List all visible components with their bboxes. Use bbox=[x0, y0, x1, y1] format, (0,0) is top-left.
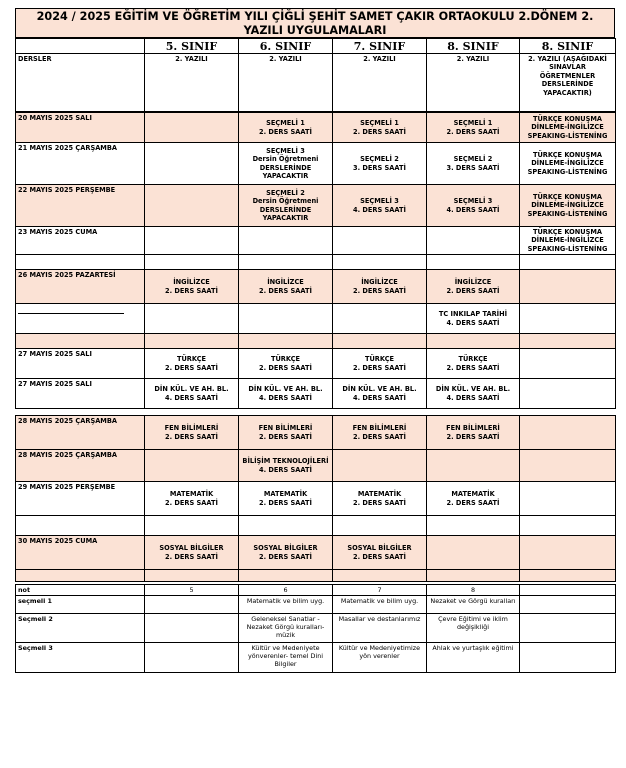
exam-cell bbox=[427, 536, 520, 570]
notes-header-cell: 7 bbox=[333, 585, 427, 596]
gap-cell bbox=[333, 516, 427, 536]
exam-cell: TÜRKÇE KONUŞMA DİNLEME-İNGİLİZCE SPEAKING-LİSTENİNG bbox=[520, 227, 616, 255]
date-cell: 30 MAYIS 2025 CUMA bbox=[16, 536, 145, 570]
notes-cell bbox=[520, 643, 616, 673]
exam-cell: İNGİLİZCE 2. DERS SAATİ bbox=[333, 270, 427, 304]
title-line-2: YAZILI UYGULAMALARI bbox=[243, 24, 387, 37]
notes-header-label: not bbox=[16, 585, 145, 596]
gap-cell bbox=[427, 334, 520, 349]
notes-cell: Kültür ve Medeniyetimize yön verenler bbox=[333, 643, 427, 673]
gap-cell bbox=[145, 334, 239, 349]
gap-row bbox=[16, 570, 616, 582]
exam-cell bbox=[145, 450, 239, 482]
date-cell: 29 MAYIS 2025 PERŞEMBE bbox=[16, 482, 145, 516]
exam-cell bbox=[145, 113, 239, 143]
gap-cell bbox=[145, 570, 239, 582]
schedule-row bbox=[16, 349, 616, 379]
exam-cell: SEÇMELİ 2 3. DERS SAATİ bbox=[427, 143, 520, 185]
dersler-row bbox=[16, 54, 616, 112]
exam-cell: SEÇMELİ 3 4. DERS SAATİ bbox=[333, 185, 427, 227]
schedule-row bbox=[16, 185, 616, 227]
column-header: 5. SINIF bbox=[145, 39, 239, 54]
date-cell bbox=[16, 304, 145, 334]
exam-cell bbox=[520, 349, 616, 379]
exam-cell: İNGİLİZCE 2. DERS SAATİ bbox=[427, 270, 520, 304]
schedule-row bbox=[16, 450, 616, 482]
exam-cell bbox=[145, 227, 239, 255]
date-cell: 22 MAYIS 2025 PERŞEMBE bbox=[16, 185, 145, 227]
notes-header-cell bbox=[520, 585, 616, 596]
exam-cell: TÜRKÇE KONUŞMA DİNLEME-İNGİLİZCE SPEAKING-LİSTENİNG bbox=[520, 113, 616, 143]
dersler-cell: 2. YAZILI bbox=[239, 54, 333, 112]
exam-cell: MATEMATİK 2. DERS SAATİ bbox=[145, 482, 239, 516]
notes-header-cell: 6 bbox=[239, 585, 333, 596]
exam-schedule-sheet bbox=[15, 8, 615, 673]
exam-cell: SOSYAL BİLGİLER 2. DERS SAATİ bbox=[333, 536, 427, 570]
gap-cell bbox=[239, 516, 333, 536]
exam-cell bbox=[145, 304, 239, 334]
exam-cell bbox=[239, 227, 333, 255]
exam-cell: SEÇMELİ 1 2. DERS SAATİ bbox=[427, 113, 520, 143]
exam-cell: FEN BİLİMLERİ 2. DERS SAATİ bbox=[427, 416, 520, 450]
exam-cell bbox=[520, 482, 616, 516]
schedule-row bbox=[16, 482, 616, 516]
exam-cell: TÜRKÇE 2. DERS SAATİ bbox=[427, 349, 520, 379]
exam-cell bbox=[520, 379, 616, 409]
exam-cell: SEÇMELİ 1 2. DERS SAATİ bbox=[333, 113, 427, 143]
exam-cell bbox=[427, 450, 520, 482]
exam-cell: TÜRKÇE KONUŞMA DİNLEME-İNGİLİZCE SPEAKING-LİSTENİNG bbox=[520, 143, 616, 185]
gap-cell bbox=[427, 516, 520, 536]
notes-header-row bbox=[16, 585, 616, 596]
exam-cell bbox=[145, 185, 239, 227]
column-header: 8. SINIF bbox=[427, 39, 520, 54]
gap-cell bbox=[427, 570, 520, 582]
notes-row bbox=[16, 643, 616, 673]
notes-cell: Masallar ve destanlarımız bbox=[333, 614, 427, 643]
gap-cell bbox=[239, 334, 333, 349]
schedule-row bbox=[16, 270, 616, 304]
exam-cell: SOSYAL BİLGİLER 2. DERS SAATİ bbox=[145, 536, 239, 570]
notes-label: Seçmeli 3 bbox=[16, 643, 145, 673]
notes-label: Seçmeli 2 bbox=[16, 614, 145, 643]
notes-cell bbox=[145, 614, 239, 643]
schedule-row bbox=[16, 113, 616, 143]
exam-cell bbox=[239, 304, 333, 334]
document-title bbox=[15, 8, 615, 38]
spacer-cell bbox=[16, 409, 616, 416]
exam-cell: DİN KÜL. VE AH. BL. 4. DERS SAATİ bbox=[427, 379, 520, 409]
gap-cell bbox=[145, 516, 239, 536]
gap-cell bbox=[520, 516, 616, 536]
gap-cell bbox=[16, 570, 145, 582]
date-cell: 28 MAYIS 2025 ÇARŞAMBA bbox=[16, 416, 145, 450]
date-cell: 26 MAYIS 2025 PAZARTESİ bbox=[16, 270, 145, 304]
notes-cell bbox=[145, 643, 239, 673]
dersler-label: DERSLER bbox=[16, 54, 145, 112]
schedule-table bbox=[15, 38, 616, 112]
blank-underline bbox=[18, 305, 124, 314]
exam-cell: İNGİLİZCE 2. DERS SAATİ bbox=[145, 270, 239, 304]
exam-cell bbox=[427, 227, 520, 255]
notes-table bbox=[15, 584, 616, 673]
title-line-1: 2024 / 2025 EĞİTİM VE ÖĞRETİM YILI ÇİĞLİ ŞEHİT SAMET ÇAKIR ORTAOKULU 2.DÖNEM 2. bbox=[36, 10, 594, 23]
column-header: 6. SINIF bbox=[239, 39, 333, 54]
notes-row bbox=[16, 614, 616, 643]
schedule-body bbox=[15, 112, 616, 582]
column-header: 7. SINIF bbox=[333, 39, 427, 54]
gap-cell bbox=[239, 570, 333, 582]
exam-cell: TÜRKÇE KONUŞMA DİNLEME-İNGİLİZCE SPEAKING-LİSTENİNG bbox=[520, 185, 616, 227]
gap-cell bbox=[16, 516, 145, 536]
date-cell: 23 MAYIS 2025 CUMA bbox=[16, 227, 145, 255]
dersler-cell: 2. YAZILI bbox=[333, 54, 427, 112]
schedule-row bbox=[16, 227, 616, 255]
exam-cell bbox=[333, 304, 427, 334]
exam-cell: TÜRKÇE 2. DERS SAATİ bbox=[239, 349, 333, 379]
gap-cell bbox=[427, 255, 520, 270]
gap-cell bbox=[16, 334, 145, 349]
exam-cell: SEÇMELİ 3 4. DERS SAATİ bbox=[427, 185, 520, 227]
notes-cell: Geleneksel Sanatlar - Nezaket Görgü kuralları-müzik bbox=[239, 614, 333, 643]
dersler-cell: 2. YAZILI bbox=[145, 54, 239, 112]
notes-cell: Ahlak ve yurtaşlık eğitimi bbox=[427, 643, 520, 673]
notes-label: seçmeli 1 bbox=[16, 596, 145, 614]
notes-cell: Matematik ve bilim uyg. bbox=[333, 596, 427, 614]
exam-cell bbox=[520, 304, 616, 334]
grade-header-row bbox=[16, 39, 616, 54]
notes-cell: Çevre Eğitimi ve iklim değişikliği bbox=[427, 614, 520, 643]
gap-row bbox=[16, 516, 616, 536]
exam-cell: BİLİŞİM TEKNOLOJİLERİ 4. DERS SAATİ bbox=[239, 450, 333, 482]
gap-cell bbox=[333, 255, 427, 270]
exam-cell: DİN KÜL. VE AH. BL. 4. DERS SAATİ bbox=[239, 379, 333, 409]
exam-cell: TC INKILAP TARİHİ 4. DERS SAATİ bbox=[427, 304, 520, 334]
exam-cell bbox=[520, 450, 616, 482]
notes-header-cell: 8 bbox=[427, 585, 520, 596]
gap-cell bbox=[333, 334, 427, 349]
exam-cell: İNGİLİZCE 2. DERS SAATİ bbox=[239, 270, 333, 304]
date-cell: 27 MAYIS 2025 SALI bbox=[16, 349, 145, 379]
gap-cell bbox=[145, 255, 239, 270]
exam-cell bbox=[333, 227, 427, 255]
exam-cell bbox=[520, 536, 616, 570]
schedule-row bbox=[16, 304, 616, 334]
exam-cell: TÜRKÇE 2. DERS SAATİ bbox=[145, 349, 239, 379]
exam-cell: SEÇMELİ 2 Dersin Öğretmeni DERSLERİNDE YAPACAKTIR bbox=[239, 185, 333, 227]
date-cell: 21 MAYIS 2025 ÇARŞAMBA bbox=[16, 143, 145, 185]
notes-cell: Matematik ve bilim uyg. bbox=[239, 596, 333, 614]
exam-cell: MATEMATİK 2. DERS SAATİ bbox=[427, 482, 520, 516]
exam-cell bbox=[145, 143, 239, 185]
gap-cell bbox=[333, 570, 427, 582]
column-header: 8. SINIF bbox=[520, 39, 616, 54]
exam-cell bbox=[520, 416, 616, 450]
gap-cell bbox=[239, 255, 333, 270]
date-cell: 27 MAYIS 2025 SALI bbox=[16, 379, 145, 409]
date-cell: 20 MAYIS 2025 SALI bbox=[16, 113, 145, 143]
notes-cell bbox=[520, 596, 616, 614]
notes-cell bbox=[520, 614, 616, 643]
header-empty-cell bbox=[16, 39, 145, 54]
spacer-row bbox=[16, 409, 616, 416]
exam-cell: SOSYAL BİLGİLER 2. DERS SAATİ bbox=[239, 536, 333, 570]
exam-cell: MATEMATİK 2. DERS SAATİ bbox=[333, 482, 427, 516]
exam-cell: DİN KÜL. VE AH. BL. 4. DERS SAATİ bbox=[333, 379, 427, 409]
notes-cell: Nezaket ve Görgü kuralları bbox=[427, 596, 520, 614]
exam-cell: TÜRKÇE 2. DERS SAATİ bbox=[333, 349, 427, 379]
gap-row bbox=[16, 334, 616, 349]
exam-cell: FEN BİLİMLERİ 2. DERS SAATİ bbox=[145, 416, 239, 450]
exam-cell bbox=[333, 450, 427, 482]
dersler-cell: 2. YAZILI bbox=[427, 54, 520, 112]
notes-cell: Kültür ve Medeniyete yönverenler- temel Dini Bilgiler bbox=[239, 643, 333, 673]
exam-cell: SEÇMELİ 3 Dersin Öğretmeni DERSLERİNDE YAPACAKTIR bbox=[239, 143, 333, 185]
gap-cell bbox=[16, 255, 145, 270]
schedule-row bbox=[16, 379, 616, 409]
schedule-row bbox=[16, 536, 616, 570]
exam-cell: SEÇMELİ 2 3. DERS SAATİ bbox=[333, 143, 427, 185]
gap-row bbox=[16, 255, 616, 270]
gap-cell bbox=[520, 255, 616, 270]
notes-cell bbox=[145, 596, 239, 614]
exam-cell bbox=[520, 270, 616, 304]
date-cell: 28 MAYIS 2025 ÇARŞAMBA bbox=[16, 450, 145, 482]
dersler-cell: 2. YAZILI (AŞAĞIDAKİ SINAVLAR ÖĞRETMENLER DERSLERİNDE YAPACAKTIR) bbox=[520, 54, 616, 112]
notes-header-cell: 5 bbox=[145, 585, 239, 596]
exam-cell: FEN BİLİMLERİ 2. DERS SAATİ bbox=[333, 416, 427, 450]
exam-cell: SEÇMELİ 1 2. DERS SAATİ bbox=[239, 113, 333, 143]
gap-cell bbox=[520, 570, 616, 582]
notes-row bbox=[16, 596, 616, 614]
schedule-row bbox=[16, 143, 616, 185]
schedule-row bbox=[16, 416, 616, 450]
exam-cell: FEN BİLİMLERİ 2. DERS SAATİ bbox=[239, 416, 333, 450]
exam-cell: MATEMATİK 2. DERS SAATİ bbox=[239, 482, 333, 516]
gap-cell bbox=[520, 334, 616, 349]
exam-cell: DİN KÜL. VE AH. BL. 4. DERS SAATİ bbox=[145, 379, 239, 409]
